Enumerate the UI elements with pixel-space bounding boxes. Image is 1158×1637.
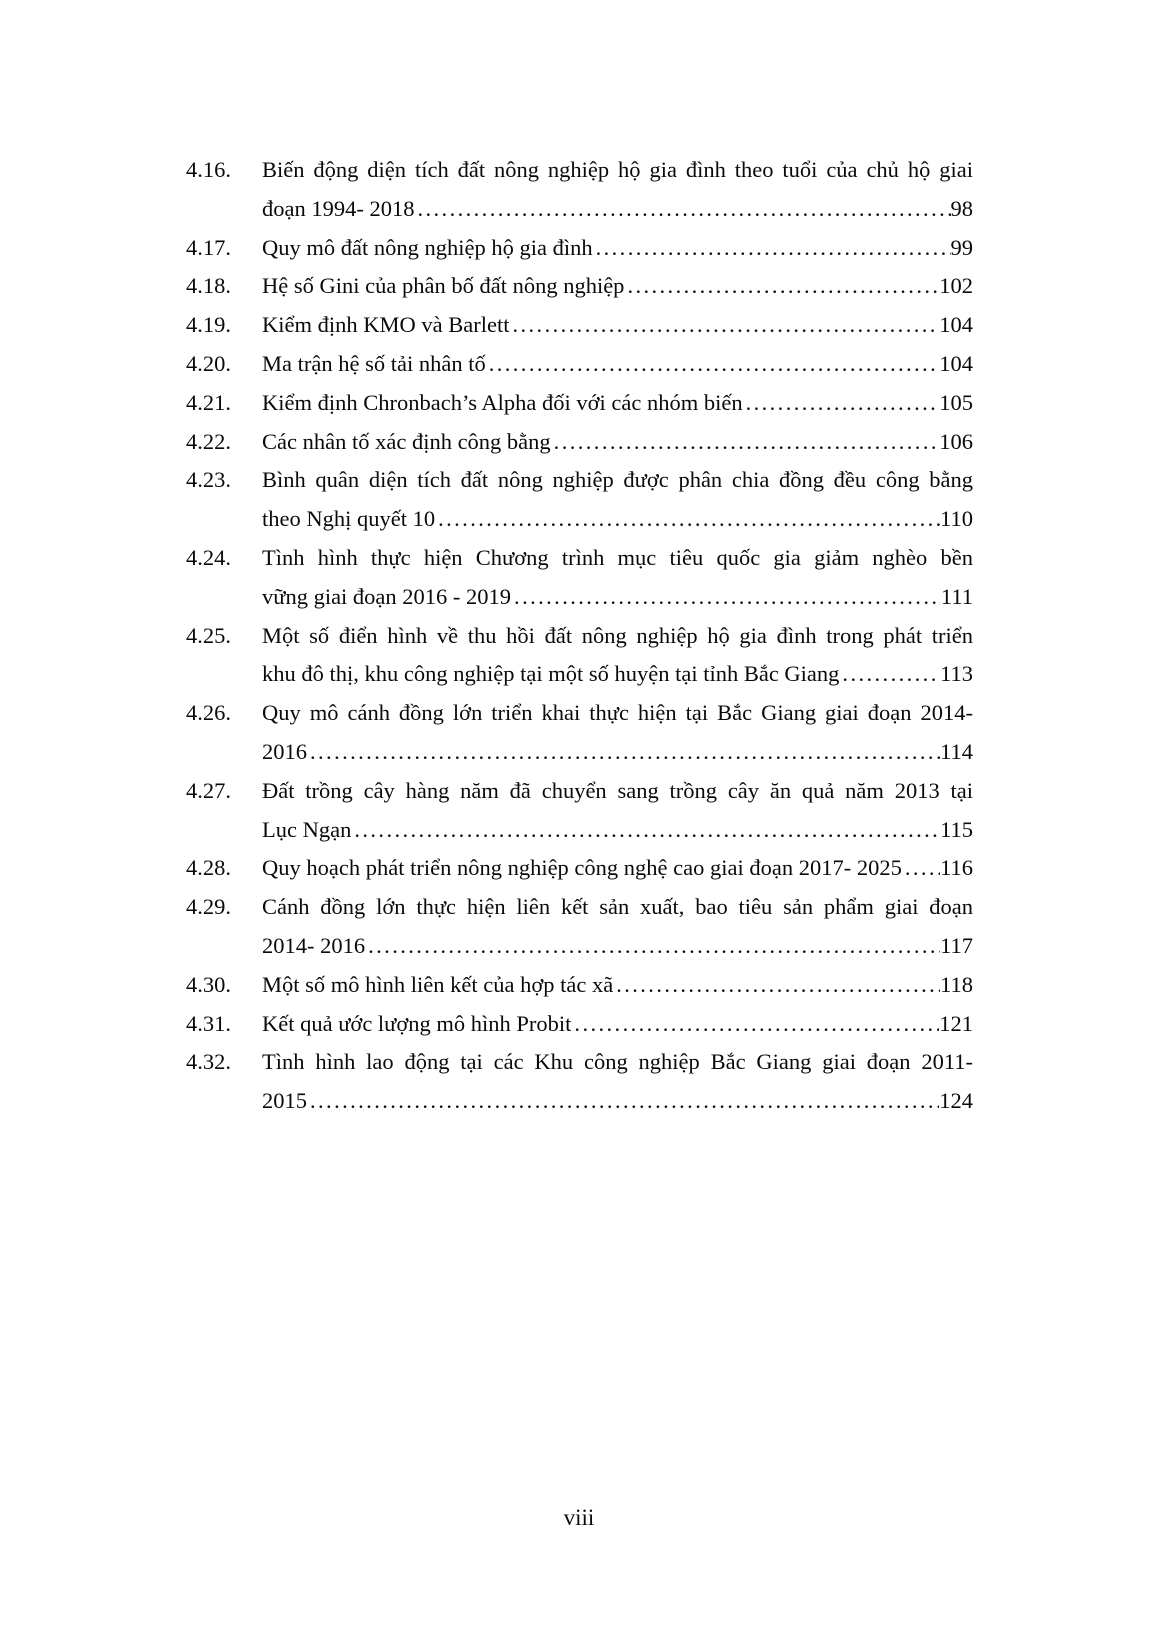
toc-entry-body [262, 849, 973, 888]
page-number-footer: viii [563, 1505, 595, 1530]
toc-entry [186, 849, 973, 888]
toc-entry-page-number: 102 [939, 273, 973, 299]
toc-entry-number: 4.32. [186, 1049, 231, 1075]
toc-entry-leader-line [262, 384, 973, 423]
toc-entry-number: 4.30. [186, 971, 231, 997]
toc-entry [186, 345, 973, 384]
dot-leader [574, 1005, 939, 1044]
toc-entry-title: khu đô thị, khu công nghiệp tại một số huyện tại tỉnh Bắc Giang [262, 661, 840, 687]
toc-entry-title: Kiểm định KMO và Barlett [262, 312, 510, 338]
toc-entry-line: Tình hình thực hiện Chương trình mục tiêu quốc gia giảm nghèo bền [262, 544, 973, 570]
toc-entry-title: Ma trận hệ số tải nhân tố [262, 350, 486, 376]
toc-entry [186, 966, 973, 1005]
toc-entry [186, 267, 973, 306]
toc-entry-page-number: 121 [939, 1010, 973, 1036]
toc-entry-leader-line [262, 306, 973, 345]
toc-entry-line: Đất trồng cây hàng năm đã chuyển sang trồng cây ăn quả năm 2013 tại [262, 777, 973, 803]
toc-entry-number: 4.19. [186, 312, 231, 338]
toc-entry-body [262, 772, 973, 850]
toc-entry-number: 4.29. [186, 894, 231, 920]
toc-entry-body [262, 539, 973, 617]
toc-entry-leader-line [262, 966, 973, 1005]
toc-entry-title: Hệ số Gini của phân bố đất nông nghiệp [262, 273, 625, 299]
toc-entry-title: Kiểm định Chronbach’s Alpha đối với các nhóm biến [262, 389, 743, 415]
toc-entry-number: 4.25. [186, 622, 231, 648]
toc-entry-page-number: 117 [940, 932, 973, 958]
toc-entry-leader-line [262, 500, 973, 539]
toc-entry-title: Các nhân tố xác định công bằng [262, 428, 551, 454]
dot-leader [554, 423, 940, 462]
toc-entry-page-number: 113 [940, 661, 973, 687]
dot-leader [627, 267, 939, 306]
toc-entry-line: Một số điển hình về thu hồi đất nông nghiệp hộ gia đình trong phát triển [262, 622, 973, 648]
toc-entry-line: Biến động diện tích đất nông nghiệp hộ gia đình theo tuổi của chủ hộ giai [262, 157, 973, 182]
toc-entry-number: 4.28. [186, 855, 231, 881]
toc-entry-page-number: 110 [940, 506, 973, 532]
toc-entry-title: 2015 [262, 1088, 307, 1114]
toc-entry-number: 4.20. [186, 350, 231, 376]
toc-entry-title: theo Nghị quyết 10 [262, 506, 436, 532]
dot-leader [596, 229, 951, 268]
toc-entry-leader-line [262, 1005, 973, 1044]
toc-entry-number: 4.24. [186, 544, 231, 570]
toc-entry-page-number: 111 [940, 583, 973, 609]
toc-entry-page-number: 106 [939, 428, 973, 454]
toc-entry-page-number: 98 [950, 195, 973, 221]
toc-entry-title: 2014- 2016 [262, 932, 366, 958]
list-of-tables [186, 151, 973, 1121]
toc-entry-leader-line [262, 190, 973, 229]
toc-entry-leader-line [262, 229, 973, 268]
toc-entry-line: Bình quân diện tích đất nông nghiệp được phân chia đồng đều công bằng [262, 467, 973, 493]
toc-entry-page-number: 118 [940, 971, 973, 997]
toc-entry-number: 4.26. [186, 700, 231, 726]
toc-entry-page-number: 99 [950, 234, 973, 260]
toc-entry-leader-line [262, 578, 973, 617]
toc-entry-body [262, 966, 973, 1005]
toc-entry-page-number: 114 [940, 738, 973, 764]
toc-entry [186, 1043, 973, 1121]
dot-leader [310, 1082, 939, 1121]
toc-entry-leader-line [262, 1082, 973, 1121]
dot-leader [905, 849, 940, 888]
toc-entry-body [262, 1043, 973, 1121]
dot-leader [310, 733, 940, 772]
toc-entry [186, 423, 973, 462]
toc-entry-body [262, 345, 973, 384]
toc-entry [186, 617, 973, 695]
toc-entry-body [262, 1005, 973, 1044]
toc-entry-number: 4.27. [186, 777, 231, 803]
toc-entry-page-number: 115 [940, 816, 973, 842]
toc-entry [186, 888, 973, 966]
toc-entry-title: Quy hoạch phát triển nông nghiệp công nghệ cao giai đoạn 2017- 2025 [262, 855, 902, 881]
toc-entry-title: Kết quả ước lượng mô hình Probit [262, 1010, 572, 1036]
toc-entry-leader-line [262, 345, 973, 384]
toc-entry-leader-line [262, 267, 973, 306]
toc-entry-page-number: 104 [939, 312, 973, 338]
toc-entry-leader-line [262, 849, 973, 888]
toc-entry-body [262, 384, 973, 423]
toc-entry-number: 4.23. [186, 467, 231, 493]
toc-entry-page-number: 116 [940, 855, 973, 881]
toc-entry-title: Quy mô đất nông nghiệp hộ gia đình [262, 234, 593, 260]
toc-entry-body [262, 306, 973, 345]
toc-entry-title: 2016 [262, 738, 307, 764]
toc-entry-body [262, 617, 973, 695]
toc-entry-title: vững giai đoạn 2016 - 2019 [262, 583, 512, 609]
toc-entry-page-number: 124 [939, 1088, 973, 1114]
toc-entry-body [262, 461, 973, 539]
toc-entry [186, 1005, 973, 1044]
toc-entry [186, 539, 973, 617]
dot-leader [489, 345, 940, 384]
toc-entry-number: 4.22. [186, 428, 231, 454]
toc-entry-leader-line [262, 423, 973, 462]
dot-leader [842, 655, 940, 694]
toc-entry-title: đoạn 1994- 2018 [262, 195, 415, 221]
toc-entry [186, 306, 973, 345]
toc-entry-line: Tình hình lao động tại các Khu công nghiệp Bắc Giang giai đoạn 2011- [262, 1049, 973, 1075]
dot-leader [512, 306, 939, 345]
toc-entry-line: Quy mô cánh đồng lớn triển khai thực hiện tại Bắc Giang giai đoạn 2014- [262, 700, 973, 726]
toc-entry-title: Một số mô hình liên kết của hợp tác xã [262, 971, 614, 997]
toc-entry [186, 461, 973, 539]
toc-entry-number: 4.16. [186, 157, 231, 182]
toc-entry [186, 151, 973, 229]
dot-leader [616, 966, 940, 1005]
toc-entry-number: 4.18. [186, 273, 231, 299]
dot-leader [417, 190, 950, 229]
toc-entry-number: 4.21. [186, 389, 231, 415]
toc-entry-page-number: 104 [939, 350, 973, 376]
toc-entry-body [262, 151, 973, 229]
toc-entry-line: Cánh đồng lớn thực hiện liên kết sản xuất, bao tiêu sản phẩm giai đoạn [262, 894, 973, 920]
toc-entry-body [262, 694, 973, 772]
toc-entry [186, 772, 973, 850]
dot-leader [368, 927, 940, 966]
toc-entry-number: 4.17. [186, 234, 231, 260]
toc-entry-body [262, 267, 973, 306]
toc-entry-leader-line [262, 733, 973, 772]
toc-entry-title: Lục Ngạn [262, 816, 352, 842]
toc-entry-body [262, 229, 973, 268]
toc-entry-body [262, 888, 973, 966]
dot-leader [746, 384, 940, 423]
toc-entry [186, 384, 973, 423]
toc-entry-leader-line [262, 655, 973, 694]
toc-entry-leader-line [262, 927, 973, 966]
dot-leader [514, 578, 941, 617]
toc-entry-body [262, 423, 973, 462]
dot-leader [438, 500, 940, 539]
dot-leader [354, 811, 940, 850]
toc-entry-number: 4.31. [186, 1010, 231, 1036]
toc-entry [186, 694, 973, 772]
toc-entry-leader-line [262, 811, 973, 850]
toc-entry [186, 229, 973, 268]
toc-entry-page-number: 105 [939, 389, 973, 415]
